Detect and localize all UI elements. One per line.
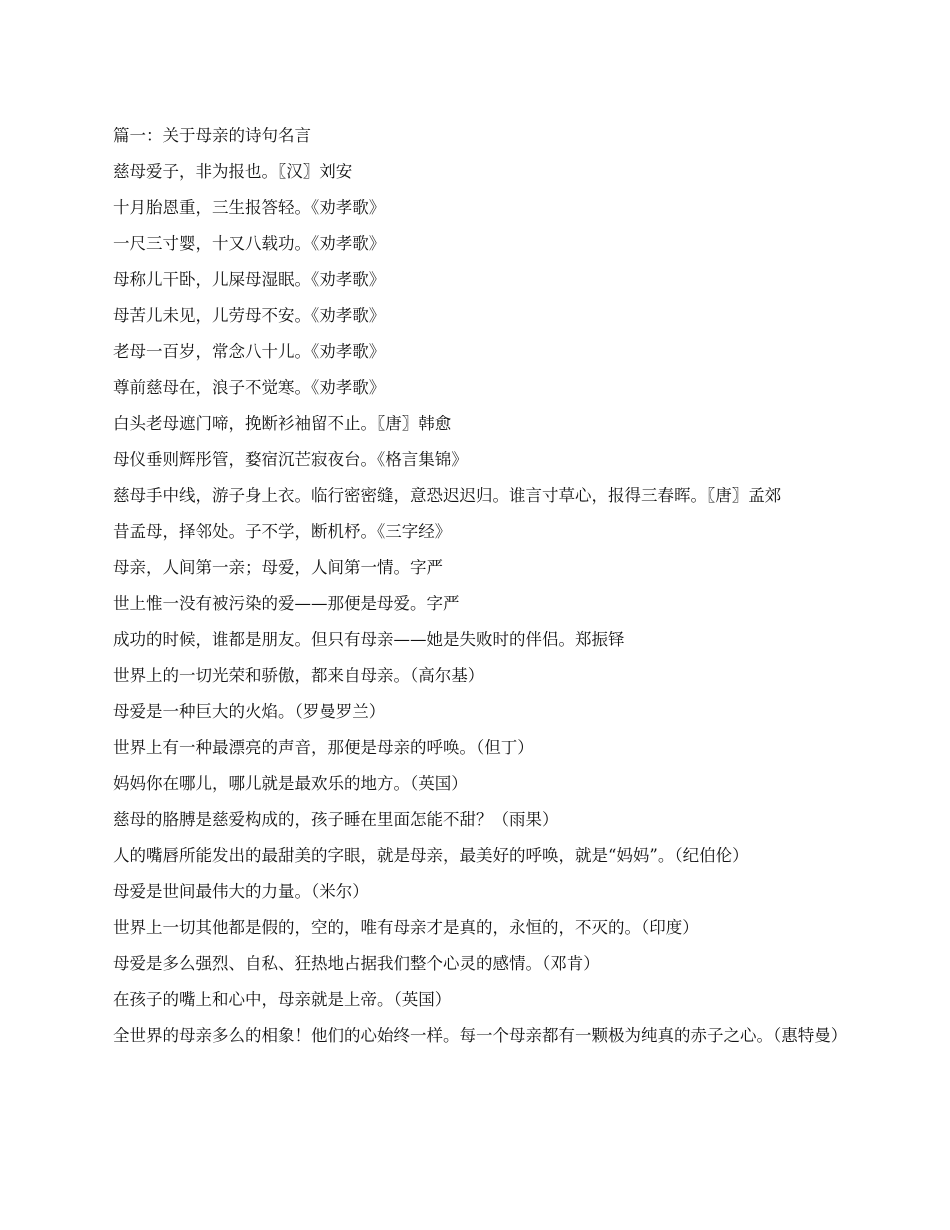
quote-line: 全世界的母亲多么的相象！他们的心始终一样。每一个母亲都有一颗极为纯真的赤子之心。（惠特曼） bbox=[113, 1026, 848, 1045]
quote-line: 母爱是一种巨大的火焰。（罗曼罗兰） bbox=[113, 702, 386, 721]
quote-line: 人的嘴唇所能发出的最甜美的字眼，就是母亲，最美好的呼唤，就是“妈妈”。（纪伯伦） bbox=[113, 846, 749, 865]
quote-line: 慈母手中线，游子身上衣。临行密密缝，意恐迟迟归。谁言寸草心，报得三春晖。〖唐〗孟郊 bbox=[113, 486, 782, 505]
quote-line: 一尺三寸婴，十又八载功。《劝孝歌》 bbox=[113, 234, 386, 253]
quote-line: 慈母的胳膊是慈爱构成的，孩子睡在里面怎能不甜？（雨果） bbox=[113, 810, 559, 829]
quote-line: 成功的时候，谁都是朋友。但只有母亲——她是失败时的伴侣。郑振铎 bbox=[113, 630, 625, 649]
quote-line: 慈母爱子，非为报也。〖汉〗刘安 bbox=[113, 162, 353, 181]
quote-line: 母爱是多么强烈、自私、狂热地占据我们整个心灵的感情。（邓肯） bbox=[113, 954, 600, 973]
quote-line: 母称儿干卧，儿屎母湿眠。《劝孝歌》 bbox=[113, 270, 386, 289]
quote-line: 十月胎恩重，三生报答轻。《劝孝歌》 bbox=[113, 198, 386, 217]
quote-line: 老母一百岁，常念八十儿。《劝孝歌》 bbox=[113, 342, 386, 361]
quote-line: 世界上的一切光荣和骄傲，都来自母亲。（高尔基） bbox=[113, 666, 485, 685]
quote-line: 母仪垂则辉彤管，婺宿沉芒寂夜台。《格言集锦》 bbox=[113, 450, 468, 469]
quote-line: 昔孟母，择邻处。子不学，断机杼。《三字经》 bbox=[113, 522, 452, 541]
quote-line: 世上惟一没有被污染的爱——那便是母爱。字严 bbox=[113, 594, 460, 613]
quote-line: 母苦儿未见，儿劳母不安。《劝孝歌》 bbox=[113, 306, 386, 325]
quote-line: 母爱是世间最伟大的力量。（米尔） bbox=[113, 882, 369, 901]
document-page bbox=[113, 126, 848, 1062]
document-heading: 篇一：关于母亲的诗句名言 bbox=[113, 126, 311, 145]
quote-line: 母亲，人间第一亲；母爱，人间第一情。字严 bbox=[113, 558, 443, 577]
quote-line: 世界上一切其他都是假的，空的，唯有母亲才是真的，永恒的，不灭的。（印度） bbox=[113, 918, 699, 937]
quote-line: 妈妈你在哪儿，哪儿就是最欢乐的地方。（英国） bbox=[113, 774, 468, 793]
quote-line: 白头老母遮门啼，挽断衫袖留不止。〖唐〗韩愈 bbox=[113, 414, 452, 433]
quote-line: 在孩子的嘴上和心中，母亲就是上帝。（英国） bbox=[113, 990, 452, 1009]
quote-line: 尊前慈母在，浪子不觉寒。《劝孝歌》 bbox=[113, 378, 386, 397]
quote-line: 世界上有一种最漂亮的声音，那便是母亲的呼唤。（但丁） bbox=[113, 738, 534, 757]
